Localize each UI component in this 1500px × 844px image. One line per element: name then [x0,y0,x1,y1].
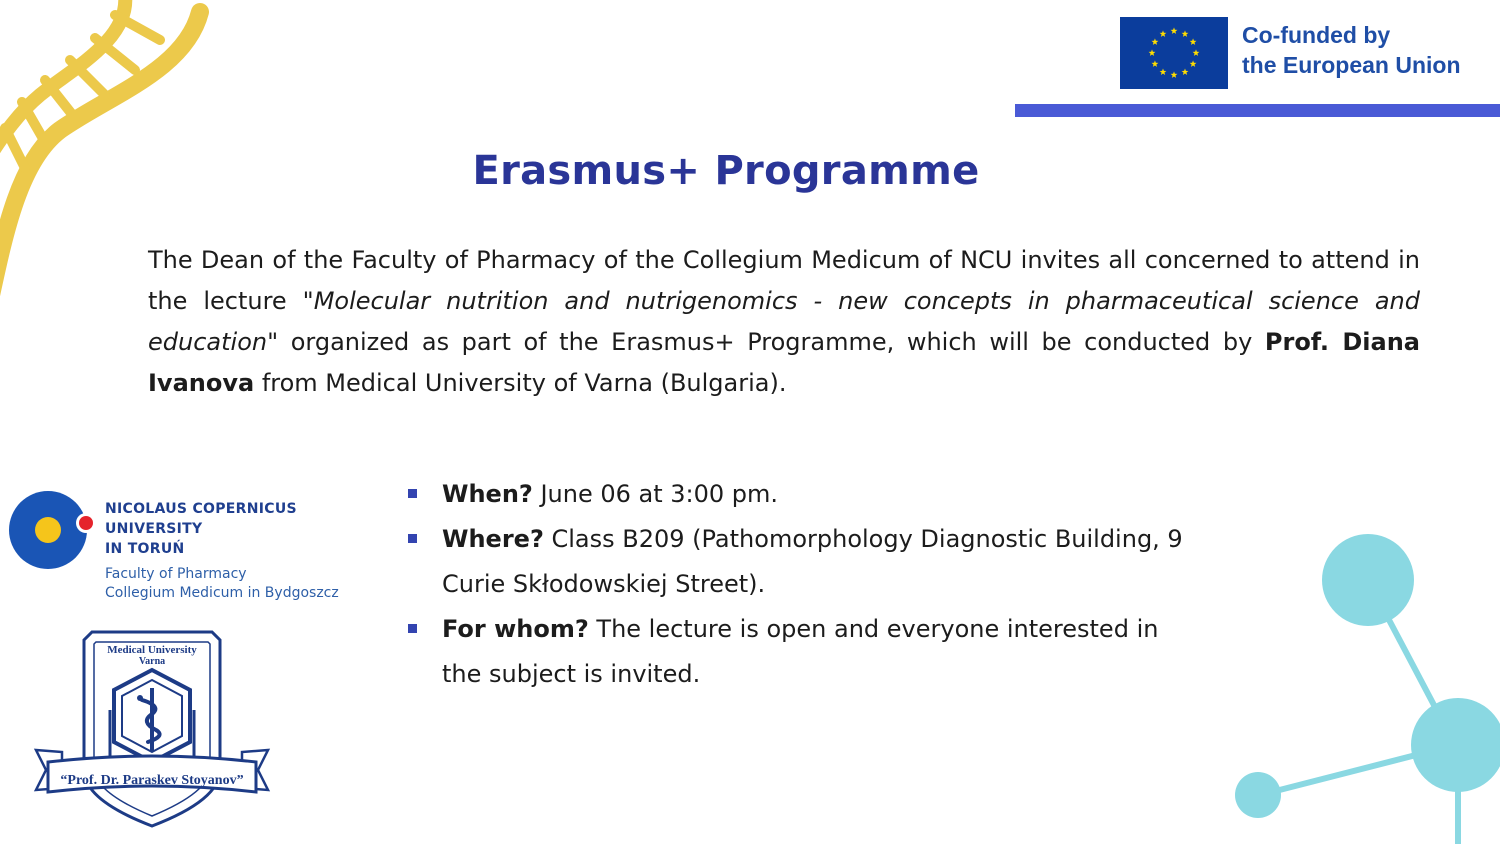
detail-when [408,472,1208,517]
intro-text-3: from Medical University of Varna (Bulgaria). [254,369,787,397]
detail-text: June 06 at 3:00 pm. [532,480,779,508]
eu-accent-bar [1015,104,1500,117]
eu-star-icon [1171,27,1178,34]
speaker-name: Prof. Diana Ivanova [148,328,1420,397]
detail-where [408,517,1202,607]
ncu-name-line2: UNIVERSITY [105,521,203,537]
eu-flag-icon [1120,17,1228,89]
details-list [408,472,1208,697]
eu-star-icon [1190,38,1197,45]
eu-cofunded-line1: Co-funded by [1242,22,1391,48]
ncu-faculty-line2: Collegium Medicum in Bydgoszcz [105,585,339,601]
detail-label: For whom? [442,615,589,643]
bullet-square-icon [408,489,417,498]
detail-for-whom [408,607,1192,697]
intro-text-2: " organized as part of the Erasmus+ Programme, which will be conducted by [267,328,1265,356]
intro-paragraph [148,240,1420,404]
detail-label: Where? [442,525,544,553]
bullet-square-icon [408,534,417,543]
eu-star-icon [1160,68,1167,75]
eu-star-icon [1160,30,1167,37]
detail-label: When? [442,480,533,508]
ncu-name-line3: IN TORUŃ [105,541,185,557]
page-title: Erasmus+ Programme [472,148,980,194]
ncu-name-line1: NICOLAUS COPERNICUS [105,501,297,517]
ncu-faculty-line1: Faculty of Pharmacy [105,566,247,582]
eu-star-icon [1171,71,1178,78]
detail-text: The lecture is open and everyone interested in the subject is invited. [442,615,1159,688]
eu-cofunded-label [1242,20,1492,80]
eu-star-icon [1182,30,1189,37]
eu-star-icon [1152,60,1159,67]
bullet-square-icon [408,624,417,633]
ncu-logo-icon [8,490,104,572]
molecule-icon [1230,530,1500,844]
eu-star-icon [1182,68,1189,75]
eu-star-icon [1193,49,1200,56]
eu-star-icon [1149,49,1156,56]
ncu-logo-text [105,499,365,603]
detail-text: Class B209 (Pathomorphology Diagnostic Building, 9 Curie Skłodowskiej Street). [442,525,1183,598]
intro-text-1: The Dean of the Faculty of Pharmacy of the Collegium Medicum of NCU invites all concerned to attend in the lecture " [148,246,1420,315]
eu-star-icon [1152,38,1159,45]
eu-star-icon [1190,60,1197,67]
mu-crest-top-line2: Varna [138,656,166,667]
mu-crest-ribbon-text: “Prof. Dr. Paraskev Stoyanov” [60,773,244,788]
medical-university-crest-icon [32,630,272,830]
lecture-title: Molecular nutrition and nutrigenomics - new concepts in pharmaceutical science and education [148,287,1420,356]
mu-crest-top-line1: Medical University [107,644,197,656]
eu-cofunded-line2: the European Union [1242,52,1461,78]
